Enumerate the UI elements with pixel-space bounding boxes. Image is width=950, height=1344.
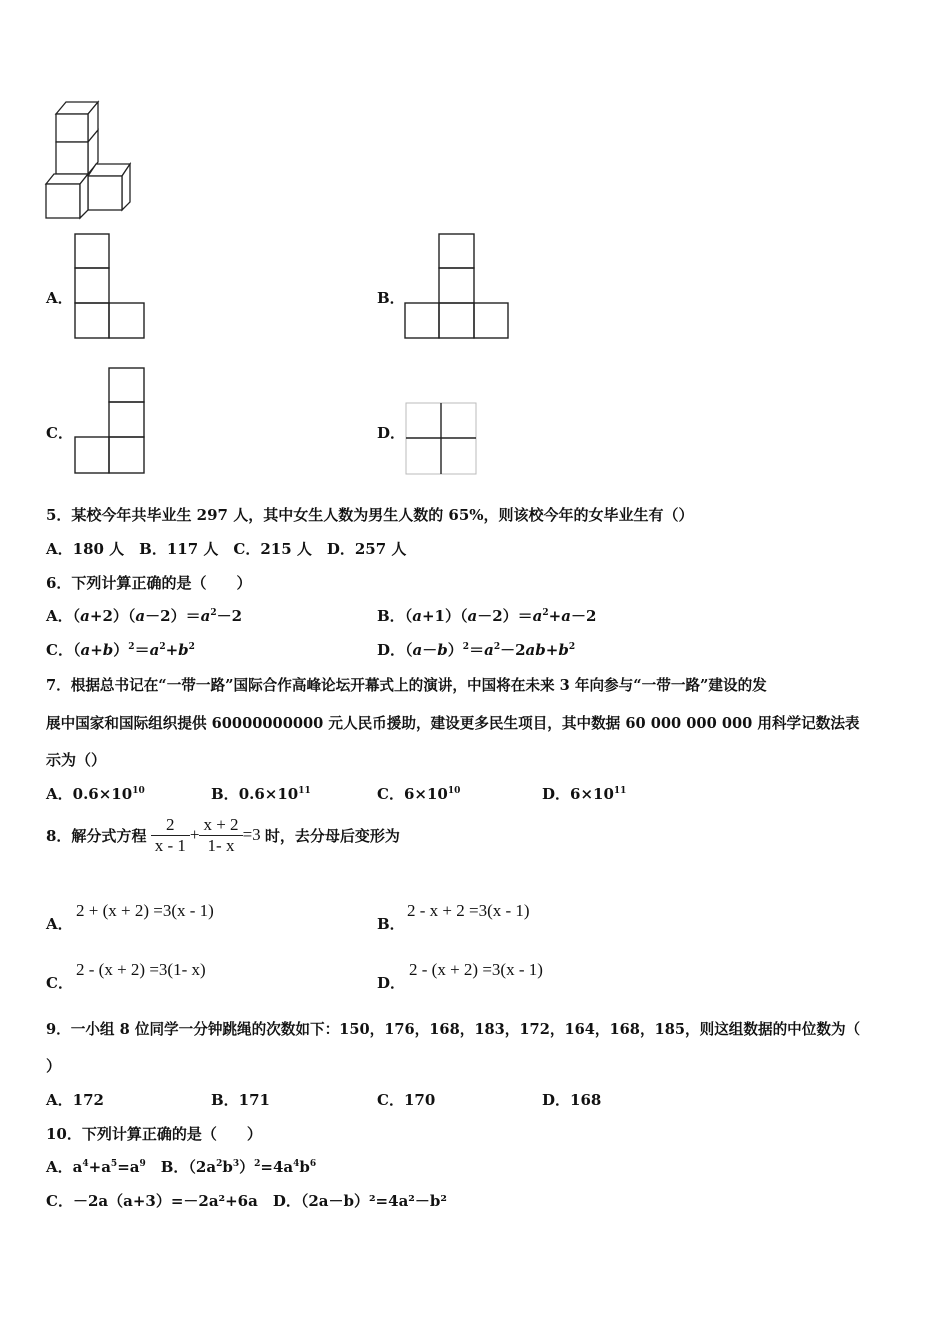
q6-option-d-label: D． [377, 641, 406, 659]
q7-option-c[interactable]: C．$6\times 10^{10}$ [377, 785, 461, 803]
q7-option-d[interactable]: D．$6\times 10^{11}$ [542, 785, 627, 803]
q10-stem: 10．下列计算正确的是（ ） [46, 1125, 262, 1143]
q9-option-d[interactable]: D．168 [542, 1091, 602, 1109]
q7-option-a[interactable]: A．$0.6\times 10^{10}$ [46, 785, 145, 803]
q9-stem-line-1: 9．一小组 8 位同学一分钟跳绳的次数如下：150，176，168，183，172，164，168，185，则这组数据的中位数为（ [46, 1021, 861, 1038]
solid-figure [40, 98, 140, 223]
q9-option-c[interactable]: C．170 [377, 1091, 436, 1109]
q8-option-b[interactable]: B． 2 - x + 2 =3(x - 1) [377, 901, 530, 933]
q5-options[interactable]: A．180 人 B．117 人 C．215 人 D．257 人 [46, 540, 407, 558]
q6-option-c[interactable]: C．$(a+b)^2=a^2+b^2$ [46, 641, 195, 659]
q8-option-c[interactable]: C． 2 - (x + 2) =3(1- x) [46, 960, 206, 992]
q4-option-c-view [74, 367, 146, 475]
q4-option-b-label[interactable]: B． [377, 289, 405, 307]
q6-option-b-label: B． [377, 607, 405, 625]
q9-option-a[interactable]: A．172 [46, 1091, 104, 1109]
q7-stem-line-3: 示为（） [46, 751, 107, 769]
q8-option-c-expr: 2 - (x + 2) =3(1- x) [76, 960, 206, 979]
q4-option-b-view [404, 233, 510, 339]
q4-option-d-view [405, 402, 479, 476]
q10-options-row-2[interactable]: C．－2a（a+3）=－2a²+6a D．（2a－b）²=4a²－b² [46, 1192, 447, 1210]
q8-equation: $\frac{2}{x - 1}$ + $\frac{x + 2}{1- x}$ =3 [146, 824, 264, 843]
q8-option-d-expr: 2 - (x + 2) =3(x - 1) [409, 960, 543, 979]
q8-option-b-expr: 2 - x + 2 =3(x - 1) [407, 901, 530, 920]
q6-option-b[interactable]: B．$(a+1)(a-2)=a^2+a-2$ [377, 607, 597, 625]
q8-suffix: 时，去分母后变形为 [264, 826, 400, 845]
q6-option-a[interactable]: A．$(a+2)(a-2)=a^2-2$ [46, 607, 243, 625]
q4-option-c-label[interactable]: C． [46, 424, 73, 442]
q8-prefix: 8．解分式方程 [46, 826, 147, 845]
q6-option-a-label: A． [46, 607, 73, 625]
q7-stem-line-2: 展中国家和国际组织提供 60000000000 元人民币援助，建设更多民生项目，其中数据 60 000 000 000 用科学记数法表 [46, 715, 860, 732]
q9-stem-line-2: ） [46, 1057, 62, 1075]
q8-option-a-expr: 2 + (x + 2) =3(x - 1) [76, 901, 214, 920]
q4-option-a-label[interactable]: A． [46, 289, 73, 307]
q6-stem: 6．下列计算正确的是（ ） [46, 574, 252, 592]
q8-option-d[interactable]: D． 2 - (x + 2) =3(x - 1) [377, 960, 543, 992]
q10-options-row-1[interactable]: A．$a^4+a^5=a^9$ B．$(2a^2b^3)^2=4a^4b^6$ [46, 1158, 317, 1176]
q8-option-a[interactable]: A． 2 + (x + 2) =3(x - 1) [46, 901, 214, 933]
q6-option-d[interactable]: D．$(a-b)^2=a^2-2ab+b^2$ [377, 641, 576, 659]
q8-stem [46, 815, 400, 856]
q4-option-d-label[interactable]: D． [377, 424, 406, 442]
q4-option-a-view [74, 233, 146, 339]
q7-stem-line-1: 7．根据总书记在“一带一路”国际合作高峰论坛开幕式上的演讲，中国将在未来 3 年向参与“一带一路”建设的发 [46, 677, 767, 694]
q7-option-b[interactable]: B．$0.6\times 10^{11}$ [211, 785, 311, 803]
q6-option-c-label: C． [46, 641, 73, 659]
q5-stem: 5．某校今年共毕业生 297 人，其中女生人数为男生人数的 65%，则该校今年的女毕业生有（） [46, 506, 694, 524]
q9-option-b[interactable]: B．171 [211, 1091, 270, 1109]
